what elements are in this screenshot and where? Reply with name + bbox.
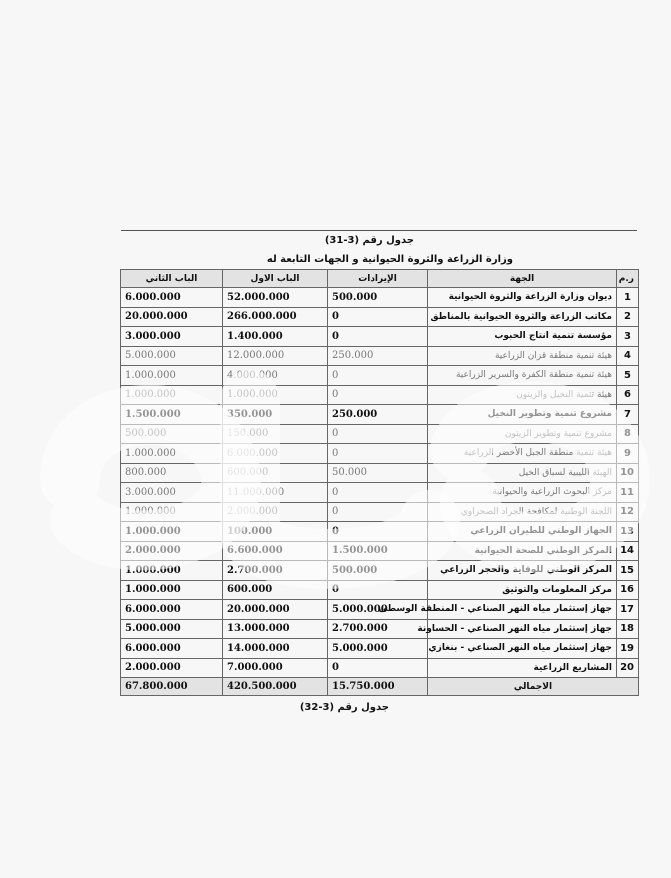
table-row bbox=[121, 288, 639, 308]
table-row bbox=[121, 405, 639, 425]
budget-table bbox=[120, 269, 639, 696]
row-revenue: 0 bbox=[328, 444, 428, 464]
row-chapter1: 2.000.000 bbox=[223, 502, 328, 522]
table-row bbox=[121, 366, 639, 386]
row-revenue: 0 bbox=[328, 307, 428, 327]
table-row bbox=[121, 619, 639, 639]
row-index: 2 bbox=[617, 307, 639, 327]
row-entity: هيئة تنمية منطقة الكفرة والسرير الزراعية bbox=[428, 366, 617, 386]
row-revenue: 5.000.000 bbox=[328, 600, 428, 620]
row-entity: مؤسسة تنمية انتاج الحبوب bbox=[428, 327, 617, 347]
row-chapter1: 6.600.000 bbox=[223, 541, 328, 561]
row-chapter1: 20.000.000 bbox=[223, 600, 328, 620]
row-chapter2: 1.000.000 bbox=[121, 522, 223, 542]
table-row bbox=[121, 600, 639, 620]
table-row bbox=[121, 580, 639, 600]
row-entity: مركز البحوث الزراعية والحيوانية bbox=[428, 483, 617, 503]
row-index: 9 bbox=[617, 444, 639, 464]
row-entity: الهيئة الليبية لسباق الخيل bbox=[428, 463, 617, 483]
table-row bbox=[121, 346, 639, 366]
header-chapter1: الباب الاول bbox=[223, 270, 328, 288]
row-entity: جهاز إستثمار مياه النهر الصناعي - المنطقة الوسطى bbox=[428, 600, 617, 620]
row-chapter1: 100.000 bbox=[223, 522, 328, 542]
header-revenue: الإيرادات bbox=[328, 270, 428, 288]
row-chapter1: 350.000 bbox=[223, 405, 328, 425]
row-chapter1: 13.000.000 bbox=[223, 619, 328, 639]
row-chapter2: 1.000.000 bbox=[121, 444, 223, 464]
table-row bbox=[121, 463, 639, 483]
header-chapter2: الباب الثاني bbox=[121, 270, 223, 288]
row-revenue: 0 bbox=[328, 522, 428, 542]
row-index: 11 bbox=[617, 483, 639, 503]
row-index: 15 bbox=[617, 561, 639, 581]
row-chapter1: 600.000 bbox=[223, 463, 328, 483]
row-chapter1: 150.000 bbox=[223, 424, 328, 444]
row-chapter2: 3.000.000 bbox=[121, 483, 223, 503]
row-chapter2: 500.000 bbox=[121, 424, 223, 444]
row-index: 19 bbox=[617, 639, 639, 659]
row-index: 13 bbox=[617, 522, 639, 542]
header-row bbox=[121, 270, 639, 288]
row-chapter1: 7.000.000 bbox=[223, 658, 328, 678]
row-chapter2: 1.000.000 bbox=[121, 366, 223, 386]
row-chapter1: 1.000.000 bbox=[223, 385, 328, 405]
row-chapter1: 4.000.000 bbox=[223, 366, 328, 386]
row-revenue: 250.000 bbox=[328, 346, 428, 366]
table-row bbox=[121, 307, 639, 327]
row-chapter1: 12.000.000 bbox=[223, 346, 328, 366]
table-row bbox=[121, 561, 639, 581]
row-index: 18 bbox=[617, 619, 639, 639]
row-revenue: 2.700.000 bbox=[328, 619, 428, 639]
table-row bbox=[121, 385, 639, 405]
table-row bbox=[121, 424, 639, 444]
row-chapter2: 1.500.000 bbox=[121, 405, 223, 425]
row-chapter2: 5.000.000 bbox=[121, 346, 223, 366]
header-entity: الجهة bbox=[428, 270, 617, 288]
table-row bbox=[121, 541, 639, 561]
row-index: 20 bbox=[617, 658, 639, 678]
row-chapter1: 14.000.000 bbox=[223, 639, 328, 659]
table-row bbox=[121, 483, 639, 503]
row-chapter1: 266.000.000 bbox=[223, 307, 328, 327]
row-index: 8 bbox=[617, 424, 639, 444]
table-row bbox=[121, 502, 639, 522]
table-row bbox=[121, 658, 639, 678]
row-chapter2: 1.000.000 bbox=[121, 561, 223, 581]
row-index: 3 bbox=[617, 327, 639, 347]
row-index: 4 bbox=[617, 346, 639, 366]
row-chapter2: 3.000.000 bbox=[121, 327, 223, 347]
row-entity: مركز المعلومات والتوثيق bbox=[428, 580, 617, 600]
row-entity: هيئة تنمية النخيل والزيتون bbox=[428, 385, 617, 405]
table-row bbox=[121, 639, 639, 659]
row-revenue: 5.000.000 bbox=[328, 639, 428, 659]
row-chapter2: 5.000.000 bbox=[121, 619, 223, 639]
top-rule bbox=[121, 230, 637, 231]
row-chapter2: 20.000.000 bbox=[121, 307, 223, 327]
row-entity: المركز الوطني للوقاية والحجر الزراعي bbox=[428, 561, 617, 581]
row-chapter2: 1.000.000 bbox=[121, 580, 223, 600]
row-revenue: 1.500.000 bbox=[328, 541, 428, 561]
row-entity: جهاز إستثمار مياه النهر الصناعي - الحساونة bbox=[428, 619, 617, 639]
row-revenue: 0 bbox=[328, 385, 428, 405]
row-chapter2: 6.000.000 bbox=[121, 288, 223, 308]
row-chapter2: 6.000.000 bbox=[121, 639, 223, 659]
total-chapter2: 67.800.000 bbox=[121, 678, 223, 696]
row-chapter2: 2.000.000 bbox=[121, 541, 223, 561]
next-table-caption: جدول رقم (3-32) bbox=[299, 702, 389, 713]
row-entity: اللجنة الوطنية لمكافحة الجراد الصحراوي bbox=[428, 502, 617, 522]
row-entity: مشروع تنمية وتطوير الزيتون bbox=[428, 424, 617, 444]
total-row bbox=[121, 678, 639, 696]
row-index: 17 bbox=[617, 600, 639, 620]
row-index: 10 bbox=[617, 463, 639, 483]
header-idx: ر.م bbox=[617, 270, 639, 288]
row-entity: مشروع تنمية وتطوير النخيل bbox=[428, 405, 617, 425]
row-entity: جهاز إستثمار مياه النهر الصناعي - بنغازي bbox=[428, 639, 617, 659]
row-chapter1: 2.700.000 bbox=[223, 561, 328, 581]
row-index: 7 bbox=[617, 405, 639, 425]
row-chapter2: 1.000.000 bbox=[121, 502, 223, 522]
row-entity: المشاريع الزراعية bbox=[428, 658, 617, 678]
row-entity: الجهاز الوطني للطيران الزراعي bbox=[428, 522, 617, 542]
table-row bbox=[121, 522, 639, 542]
row-index: 1 bbox=[617, 288, 639, 308]
row-entity: ديوان وزارة الزراعة والثروة الحيوانية bbox=[428, 288, 617, 308]
row-chapter2: 2.000.000 bbox=[121, 658, 223, 678]
row-entity: هيئة تنمية منطقة قزان الزراعية bbox=[428, 346, 617, 366]
row-chapter2: 1.000.000 bbox=[121, 385, 223, 405]
table-row bbox=[121, 444, 639, 464]
total-chapter1: 420.500.000 bbox=[223, 678, 328, 696]
row-revenue: 500.000 bbox=[328, 561, 428, 581]
row-revenue: 250.000 bbox=[328, 405, 428, 425]
row-revenue: 0 bbox=[328, 424, 428, 444]
row-entity: المركز الوطني للصحة الحيوانية bbox=[428, 541, 617, 561]
row-entity: مكاتب الزراعة والثروة الحيوانية بالمناطق bbox=[428, 307, 617, 327]
total-label: الاجمالي bbox=[428, 678, 639, 696]
row-revenue: 0 bbox=[328, 366, 428, 386]
row-entity: هيئة تنمية منطقة الجبل الأخضر الزراعية bbox=[428, 444, 617, 464]
row-revenue: 0 bbox=[328, 580, 428, 600]
row-chapter1: 1.400.000 bbox=[223, 327, 328, 347]
row-chapter2: 6.000.000 bbox=[121, 600, 223, 620]
row-chapter1: 600.000 bbox=[223, 580, 328, 600]
row-revenue: 0 bbox=[328, 483, 428, 503]
row-chapter1: 11.000.000 bbox=[223, 483, 328, 503]
table-subtitle: وزارة الزراعة والثروة الحيوانية و الجهات التابعة له bbox=[266, 254, 513, 265]
row-index: 16 bbox=[617, 580, 639, 600]
row-chapter1: 6.000.000 bbox=[223, 444, 328, 464]
table-row bbox=[121, 327, 639, 347]
row-chapter1: 52.000.000 bbox=[223, 288, 328, 308]
row-revenue: 0 bbox=[328, 502, 428, 522]
row-revenue: 500.000 bbox=[328, 288, 428, 308]
table-caption: جدول رقم (3-31) bbox=[324, 235, 414, 246]
row-index: 6 bbox=[617, 385, 639, 405]
total-revenue: 15.750.000 bbox=[328, 678, 428, 696]
row-index: 12 bbox=[617, 502, 639, 522]
row-revenue: 50.000 bbox=[328, 463, 428, 483]
row-revenue: 0 bbox=[328, 327, 428, 347]
row-index: 5 bbox=[617, 366, 639, 386]
row-chapter2: 800.000 bbox=[121, 463, 223, 483]
row-revenue: 0 bbox=[328, 658, 428, 678]
row-index: 14 bbox=[617, 541, 639, 561]
